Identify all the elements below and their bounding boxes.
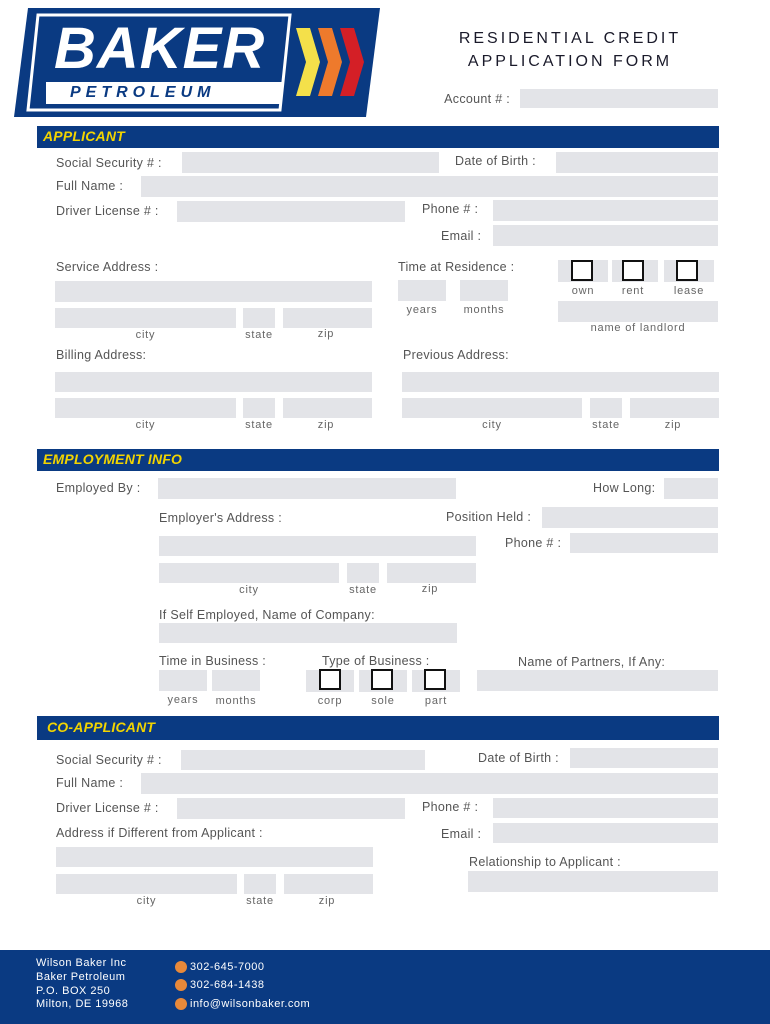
rent-label: rent [621, 285, 645, 297]
co-phone-field[interactable] [493, 798, 718, 818]
account-label: Account # : [444, 92, 510, 106]
co-street-field[interactable] [56, 847, 373, 867]
applicant-section-header [37, 126, 719, 148]
landlord-name-field[interactable] [558, 301, 718, 322]
fax-icon [175, 979, 187, 991]
phone-icon [175, 961, 187, 973]
applicant-section-title: APPLICANT [43, 128, 125, 144]
email-field[interactable] [493, 225, 718, 246]
co-dob-label: Date of Birth : [478, 751, 559, 765]
footer-company: Wilson Baker Inc [36, 957, 127, 969]
service-city-label: city [135, 329, 156, 341]
employer-street-field[interactable] [159, 536, 476, 556]
business-months-field[interactable] [212, 670, 260, 691]
driver-license-label: Driver License # : [56, 204, 159, 218]
footer-phone1[interactable]: 302-645-7000 [190, 961, 265, 973]
previous-zip-label: zip [664, 419, 682, 431]
service-city-field[interactable] [55, 308, 236, 328]
billing-street-field[interactable] [55, 372, 372, 392]
co-ssn-label: Social Security # : [56, 753, 162, 767]
co-state-label: state [246, 895, 274, 907]
previous-city-label: city [482, 419, 502, 431]
full-name-label: Full Name : [56, 179, 124, 193]
partners-label: Name of Partners, If Any: [518, 655, 666, 669]
co-full-name-field[interactable] [141, 773, 718, 794]
phone-label: Phone # : [422, 202, 479, 216]
employer-state-label: state [349, 584, 377, 596]
lease-label: lease [673, 285, 705, 297]
footer-city: Milton, DE 19968 [36, 998, 129, 1010]
account-field[interactable] [520, 89, 718, 108]
time-at-residence-label: Time at Residence : [398, 260, 515, 274]
how-long-label: How Long: [593, 481, 656, 495]
previous-zip-field[interactable] [630, 398, 719, 418]
billing-city-label: city [135, 419, 156, 431]
dob-label: Date of Birth : [455, 154, 536, 168]
self-employed-label: If Self Employed, Name of Company: [159, 608, 375, 622]
full-name-field[interactable] [141, 176, 718, 197]
months-label: months [463, 304, 505, 316]
partners-field[interactable] [477, 670, 718, 691]
co-full-name-label: Full Name : [56, 776, 124, 790]
employed-by-label: Employed By : [56, 481, 141, 495]
relationship-field[interactable] [468, 871, 718, 892]
service-state-label: state [245, 329, 273, 341]
previous-address-label: Previous Address: [403, 348, 509, 362]
part-label: part [424, 695, 448, 707]
co-ssn-field[interactable] [181, 750, 425, 770]
own-label: own [571, 285, 595, 297]
logo-subname: PETROLEUM [70, 84, 216, 101]
co-city-label: city [136, 895, 157, 907]
sole-label: sole [371, 695, 395, 707]
service-zip-field[interactable] [283, 308, 372, 328]
part-checkbox[interactable] [424, 669, 446, 690]
co-zip-field[interactable] [284, 874, 373, 894]
residence-years-field[interactable] [398, 280, 446, 301]
co-email-label: Email : [441, 827, 482, 841]
service-address-label: Service Address : [56, 260, 159, 274]
billing-state-label: state [245, 419, 273, 431]
how-long-field[interactable] [664, 478, 718, 499]
employer-city-field[interactable] [159, 563, 339, 583]
previous-state-field[interactable] [590, 398, 622, 418]
years-label: years [406, 304, 438, 316]
email-icon [175, 998, 187, 1010]
previous-street-field[interactable] [402, 372, 719, 392]
baker-petroleum-logo [14, 6, 382, 119]
employer-address-label: Employer's Address : [159, 511, 283, 525]
service-address-street-field[interactable] [55, 281, 372, 302]
self-employed-field[interactable] [159, 623, 457, 643]
coapplicant-section-title: CO-APPLICANT [47, 719, 156, 735]
co-driver-license-field[interactable] [177, 798, 405, 819]
driver-license-field[interactable] [177, 201, 405, 222]
previous-state-label: state [592, 419, 620, 431]
billing-address-label: Billing Address: [56, 348, 147, 362]
co-dob-field[interactable] [570, 748, 718, 768]
business-years-field[interactable] [159, 670, 207, 691]
co-email-field[interactable] [493, 823, 718, 843]
rent-checkbox[interactable] [622, 260, 644, 281]
billing-state-field[interactable] [243, 398, 275, 418]
dob-field[interactable] [556, 152, 718, 173]
employment-section-title: EMPLOYMENT INFO [43, 451, 183, 467]
employer-zip-field[interactable] [387, 563, 476, 583]
footer [0, 950, 770, 1024]
co-phone-label: Phone # : [422, 800, 479, 814]
corp-checkbox[interactable] [319, 669, 341, 690]
employer-state-field[interactable] [347, 563, 379, 583]
employer-phone-field[interactable] [570, 533, 718, 553]
landlord-label: name of landlord [590, 322, 686, 334]
service-state-field[interactable] [243, 308, 275, 328]
footer-po-box: P.O. BOX 250 [36, 985, 111, 997]
business-years-label: years [167, 694, 199, 706]
position-held-field[interactable] [542, 507, 718, 528]
ssn-label: Social Security # : [56, 156, 162, 170]
residence-months-field[interactable] [460, 280, 508, 301]
form-title-line2: APPLICATION FORM [467, 53, 673, 70]
co-driver-license-label: Driver License # : [56, 801, 159, 815]
ssn-field[interactable] [182, 152, 439, 173]
employer-city-label: city [239, 584, 259, 596]
billing-zip-field[interactable] [283, 398, 372, 418]
sole-checkbox[interactable] [371, 669, 393, 690]
employed-by-field[interactable] [158, 478, 456, 499]
service-zip-label: zip [317, 328, 335, 340]
co-city-field[interactable] [56, 874, 237, 894]
co-state-field[interactable] [244, 874, 276, 894]
logo-name: BAKER [54, 16, 266, 81]
email-label: Email : [441, 229, 482, 243]
time-in-business-label: Time in Business : [159, 654, 267, 668]
business-months-label: months [215, 695, 257, 707]
type-of-business-label: Type of Business : [322, 654, 430, 668]
lease-checkbox[interactable] [676, 260, 698, 281]
billing-city-field[interactable] [55, 398, 236, 418]
employer-zip-label: zip [421, 583, 439, 595]
billing-zip-label: zip [317, 419, 335, 431]
phone-field[interactable] [493, 200, 718, 221]
footer-brand: Baker Petroleum [36, 971, 126, 983]
position-held-label: Position Held : [446, 510, 532, 524]
footer-email[interactable]: info@wilsonbaker.com [190, 998, 311, 1010]
employment-section-header [37, 449, 719, 471]
previous-city-field[interactable] [402, 398, 582, 418]
own-checkbox[interactable] [571, 260, 593, 281]
corp-label: corp [317, 695, 343, 707]
co-address-label: Address if Different from Applicant : [56, 826, 263, 840]
relationship-label: Relationship to Applicant : [469, 855, 621, 869]
footer-phone2[interactable]: 302-684-1438 [190, 979, 265, 991]
co-zip-label: zip [318, 895, 336, 907]
employer-phone-label: Phone # : [505, 536, 562, 550]
form-title-line1: RESIDENTIAL CREDIT [458, 30, 682, 47]
coapplicant-section-header [37, 716, 719, 740]
